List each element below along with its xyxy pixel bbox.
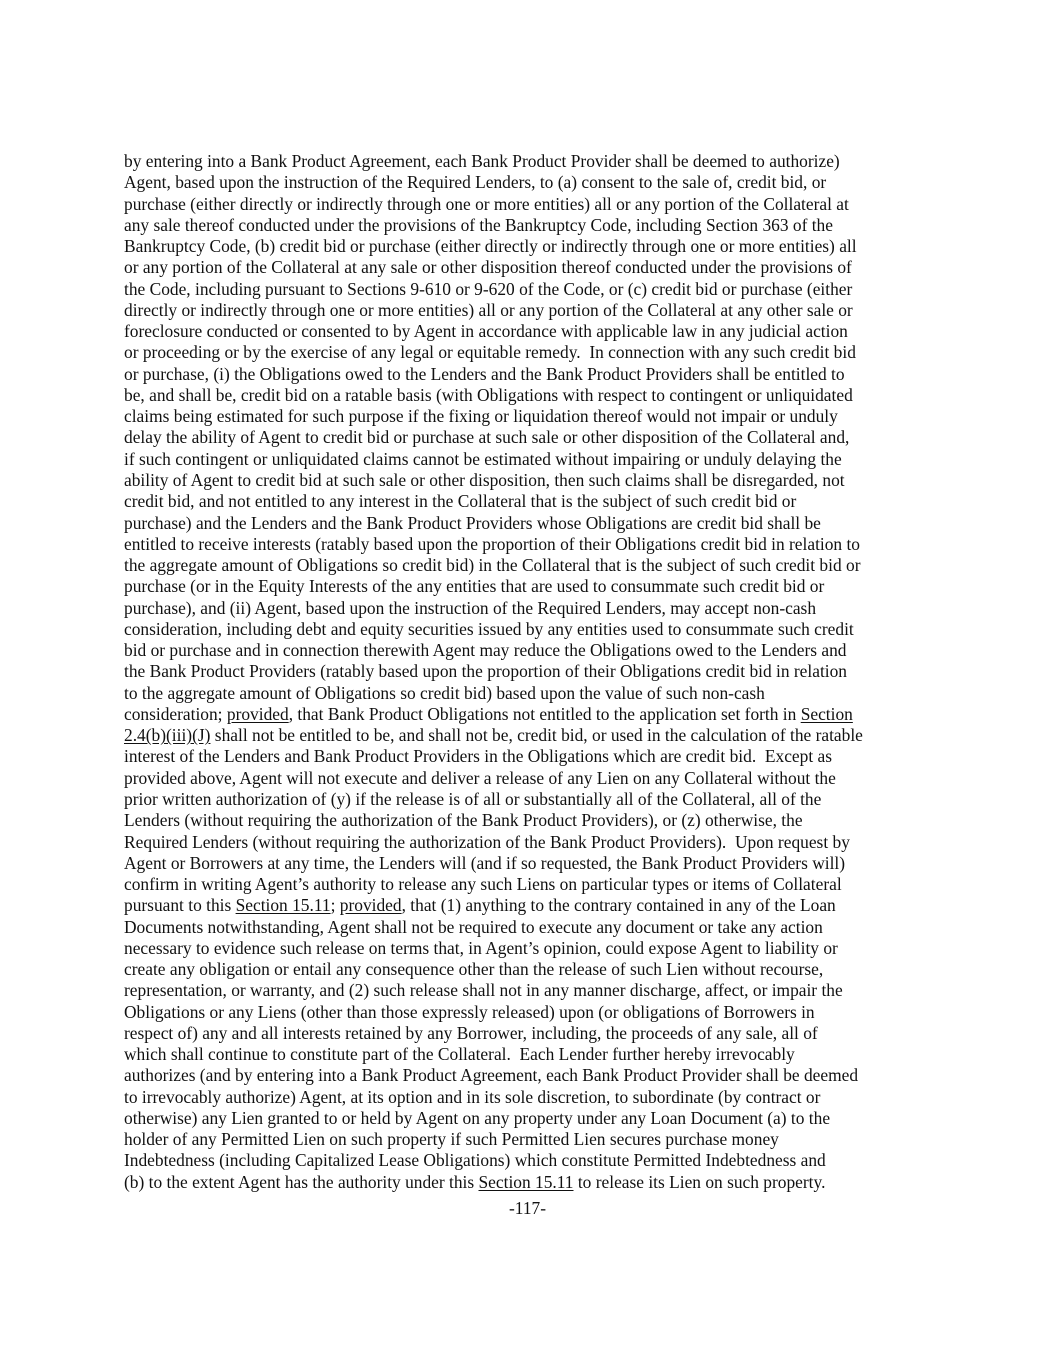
text-segment: which shall continue to constitute part of the Collateral. Each Lender further hereby irrevocably	[124, 1044, 795, 1065]
text-segment: directly or indirectly through one or more entities) all or any portion of the Collateral at any other sale or	[124, 299, 853, 320]
text-segment: necessary to evidence such release on terms that, in Agent’s opinion, could expose Agent to liability or	[124, 937, 838, 958]
text-line	[124, 534, 954, 555]
text-segment: Indebtedness (including Capitalized Lease Obligations) which constitute Permitted Indebtedness and	[124, 1150, 826, 1171]
text-segment: claims being estimated for such purpose if the fixing or liquidation thereof would not impair or unduly	[124, 406, 838, 427]
text-line	[124, 342, 954, 363]
text-line	[124, 555, 954, 576]
text-segment: (b) to the extent Agent has the authority under this	[124, 1171, 479, 1192]
text-segment: prior written authorization of (y) if the release is of all or substantially all of the Collateral, all of the	[124, 788, 822, 809]
text-line	[124, 257, 954, 278]
text-line	[124, 406, 954, 427]
text-segment: create any obligation or entail any consequence other than the release of such Lien without recourse,	[124, 959, 824, 980]
text-segment: or proceeding or by the exercise of any legal or equitable remedy. In connection with any such credit bid	[124, 342, 856, 363]
cross-reference-link: provided	[226, 703, 289, 724]
text-segment: to irrevocably authorize) Agent, at its option and in its sole discretion, to subordinate (by contract or	[124, 1086, 821, 1107]
text-segment: otherwise) any Lien granted to or held by Agent on any property under any Loan Document (a) to the	[124, 1107, 831, 1128]
text-line	[124, 321, 954, 342]
text-line	[124, 279, 954, 300]
text-line	[124, 853, 954, 874]
text-segment: any sale thereof conducted under the provisions of the Bankruptcy Code, including Section 363 of the	[124, 214, 833, 235]
text-segment: the Code, including pursuant to Sections 9-610 or 9-620 of the Code, or (c) credit bid or purchase (either	[124, 278, 853, 299]
text-segment: purchase (or in the Equity Interests of the any entities that are used to consummate such credit bid or	[124, 576, 825, 597]
cross-reference-link: 2.4(b)(iii)(J)	[124, 725, 211, 746]
text-segment: respect of) any and all interests retained by any Borrower, including, the proceeds of any sale, all of	[124, 1022, 818, 1043]
text-segment: entitled to receive interests (ratably based upon the proportion of their Obligations credit bid in relation to	[124, 533, 860, 554]
text-segment: or purchase, (i) the Obligations owed to the Lenders and the Bank Product Providers shall be entitled to	[124, 363, 845, 384]
cross-reference-link: Section 15.11	[478, 1171, 574, 1192]
text-segment: or any portion of the Collateral at any sale or other disposition thereof conducted under the provisions of	[124, 257, 852, 278]
page-number: -117-	[508, 1198, 547, 1218]
text-segment: holder of any Permitted Lien on such property if such Permitted Lien secures purchase money	[124, 1129, 779, 1150]
text-line	[124, 1108, 954, 1129]
text-line	[124, 725, 954, 746]
text-line	[124, 1087, 954, 1108]
text-line	[124, 768, 954, 789]
text-segment: , that Bank Product Obligations not entitled to the application set forth in	[288, 703, 801, 724]
text-line	[124, 1129, 954, 1150]
text-line	[124, 810, 954, 831]
text-line	[124, 1023, 954, 1044]
document-body	[124, 151, 954, 1193]
text-segment: purchase (either directly or indirectly through one or more entities) all or any portion of the Collateral at	[124, 193, 849, 214]
text-line	[124, 704, 954, 725]
text-line	[124, 895, 954, 916]
text-segment: if such contingent or unliquidated claims cannot be estimated without impairing or unduly delaying the	[124, 448, 842, 469]
cross-reference-link: Section	[800, 703, 853, 724]
text-segment: consideration, including debt and equity securities issued by any entities used to consummate such credit	[124, 618, 854, 639]
text-segment: Documents notwithstanding, Agent shall not be required to execute any document or take any action	[124, 916, 823, 937]
text-line	[124, 683, 954, 704]
text-line	[124, 194, 954, 215]
text-line	[124, 449, 954, 470]
text-line	[124, 576, 954, 597]
text-segment: bid or purchase and in connection therewith Agent may reduce the Obligations owed to the Lenders and	[124, 640, 847, 661]
text-segment: the aggregate amount of Obligations so credit bid) in the Collateral that is the subject of such credit bid or	[124, 555, 861, 576]
text-segment: , that (1) anything to the contrary contained in any of the Loan	[401, 895, 836, 916]
text-segment: by entering into a Bank Product Agreement, each Bank Product Provider shall be deemed to authorize)	[124, 151, 840, 171]
text-segment: ability of Agent to credit bid at such sale or other disposition, then such claims shall be disregarded, not	[124, 469, 845, 490]
text-segment: the Bank Product Providers (ratably based upon the proportion of their Obligations credit bid in relation	[124, 661, 848, 682]
text-segment: Agent, based upon the instruction of the Required Lenders, to (a) consent to the sale of, credit bid, or	[124, 172, 827, 193]
text-segment: foreclosure conducted or consented to by Agent in accordance with applicable law in any judicial action	[124, 321, 848, 342]
text-line	[124, 874, 954, 895]
text-line	[124, 364, 954, 385]
text-line	[124, 746, 954, 767]
text-segment: pursuant to this	[124, 895, 236, 916]
text-segment: to the aggregate amount of Obligations so credit bid) based upon the value of such non-cash	[124, 682, 765, 703]
text-line	[124, 640, 954, 661]
text-segment: confirm in writing Agent’s authority to release any such Liens on particular types or items of Collateral	[124, 874, 842, 895]
text-line	[124, 236, 954, 257]
cross-reference-link: Section 15.11	[235, 895, 331, 916]
text-line	[124, 215, 954, 236]
text-segment: ;	[330, 895, 340, 916]
text-segment: provided above, Agent will not execute and deliver a release of any Lien on any Collateral without the	[124, 767, 836, 788]
text-segment: delay the ability of Agent to credit bid or purchase at such sale or other disposition of the Collateral and,	[124, 427, 850, 448]
text-line	[124, 385, 954, 406]
text-segment: Obligations or any Liens (other than those expressly released) upon (or obligations of Borrowers in	[124, 1001, 815, 1022]
text-line	[124, 1002, 954, 1023]
text-line	[124, 513, 954, 534]
text-segment: credit bid, and not entitled to any interest in the Collateral that is the subject of such credit bid or	[124, 491, 797, 512]
text-segment: Agent or Borrowers at any time, the Lenders will (and if so requested, the Bank Product Providers will)	[124, 852, 846, 873]
text-segment: shall not be entitled to be, and shall not be, credit bid, or used in the calculation of the ratable	[210, 725, 863, 746]
text-line	[124, 959, 954, 980]
text-line	[124, 980, 954, 1001]
text-line	[124, 938, 954, 959]
text-segment: Required Lenders (without requiring the authorization of the Bank Product Providers). Upon request by	[124, 831, 850, 852]
text-line	[124, 832, 954, 853]
text-line	[124, 1044, 954, 1065]
text-segment: to release its Lien on such property.	[573, 1171, 826, 1192]
text-segment: be, and shall be, credit bid on a ratable basis (with Obligations with respect to contingent or unliquidated	[124, 384, 853, 405]
text-line	[124, 1065, 954, 1086]
text-line	[124, 470, 954, 491]
text-segment: purchase) and the Lenders and the Bank Product Providers whose Obligations are credit bid shall be	[124, 512, 821, 533]
text-segment: consideration;	[124, 703, 227, 724]
text-line	[124, 300, 954, 321]
text-line	[124, 789, 954, 810]
text-line	[124, 917, 954, 938]
text-line	[124, 491, 954, 512]
text-line	[124, 1150, 954, 1171]
text-segment: interest of the Lenders and Bank Product Providers in the Obligations which are credit bid. Except as	[124, 746, 832, 767]
cross-reference-link: provided	[339, 895, 402, 916]
text-line	[124, 172, 954, 193]
text-segment: authorizes (and by entering into a Bank Product Agreement, each Bank Product Provider shall be deemed	[124, 1065, 859, 1086]
text-segment: purchase), and (ii) Agent, based upon the instruction of the Required Lenders, may accept non-cash	[124, 597, 817, 618]
text-segment: Lenders (without requiring the authorization of the Bank Product Providers), or (z) otherwise, the	[124, 810, 803, 831]
text-segment: Bankruptcy Code, (b) credit bid or purchase (either directly or indirectly through one or more entities) all	[124, 236, 857, 257]
text-line	[124, 619, 954, 640]
text-segment: representation, or warranty, and (2) such release shall not in any manner discharge, affect, or impair the	[124, 980, 843, 1001]
text-line	[124, 1172, 954, 1193]
text-line	[124, 661, 954, 682]
text-line	[124, 598, 954, 619]
text-line	[124, 427, 954, 448]
text-line	[124, 151, 954, 172]
